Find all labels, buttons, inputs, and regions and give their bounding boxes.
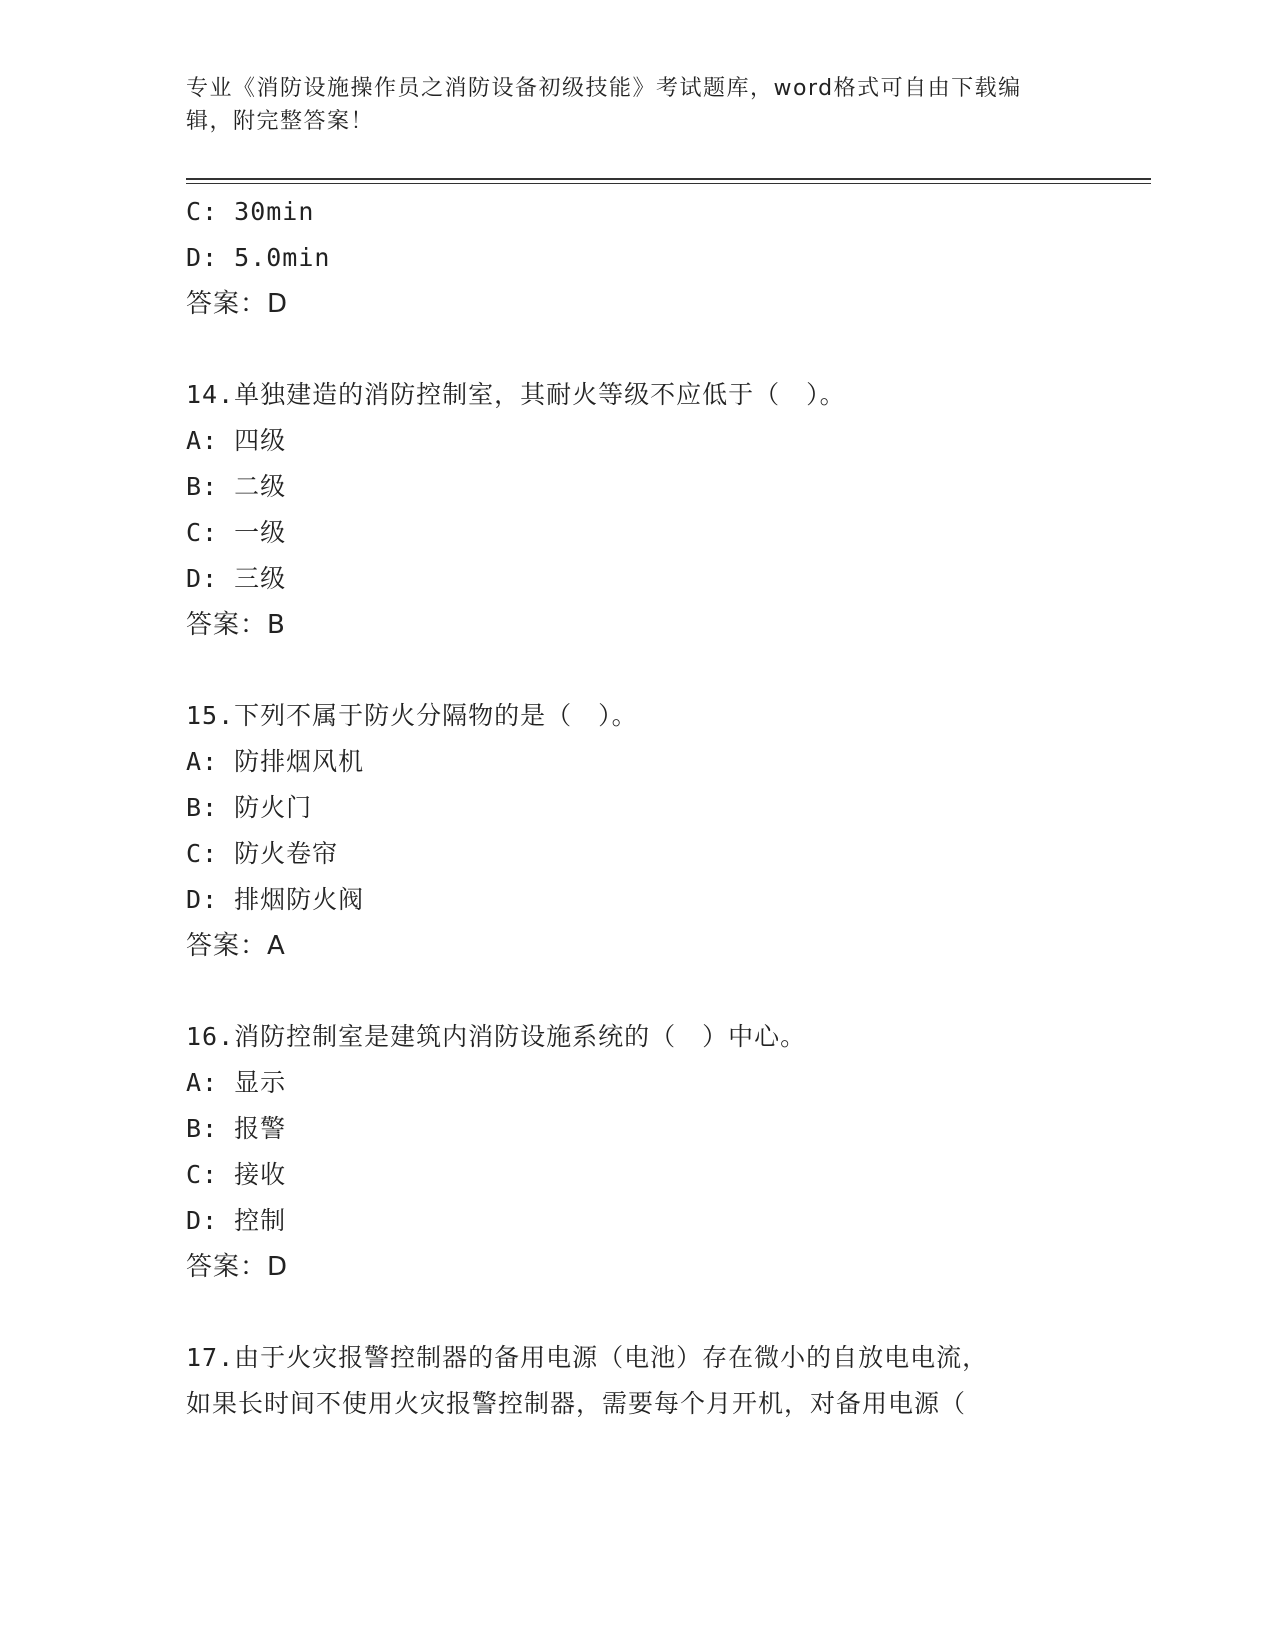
question-14-option-a: A: 四级 — [186, 426, 287, 455]
question-16-option-c: C: 接收 — [186, 1160, 287, 1189]
question-17-stem-line-1: 17.由于火灾报警控制器的备用电源（电池）存在微小的自放电电流， — [186, 1343, 989, 1372]
question-16-option-a: A: 显示 — [186, 1068, 287, 1097]
question-14-option-c: C: 一级 — [186, 518, 287, 547]
question-14-option-d: D: 三级 — [186, 564, 287, 593]
question-15-option-c: C: 防火卷帘 — [186, 839, 339, 868]
question-16-stem: 16.消防控制室是建筑内消防设施系统的（ ）中心。 — [186, 1022, 807, 1051]
question-content — [186, 189, 1086, 1427]
answer-16: 答案：D — [186, 1252, 289, 1282]
answer-14: 答案：B — [186, 610, 286, 640]
question-15-option-a: A: 防排烟风机 — [186, 747, 365, 776]
document-header: 专业《消防设施操作员之消防设备初级技能》考试题库，word格式可自由下载编辑，附完整答案！ — [186, 76, 1022, 134]
question-16-option-b: B: 报警 — [186, 1114, 287, 1143]
header-divider-thick — [186, 178, 1151, 180]
answer-15: 答案：A — [186, 931, 286, 961]
answer-13: 答案：D — [186, 289, 289, 319]
question-15-option-d: D: 排烟防火阀 — [186, 885, 365, 914]
question-14-option-b: B: 二级 — [186, 472, 287, 501]
question-16-option-d: D: 控制 — [186, 1206, 287, 1235]
question-17-stem-line-2: 如果长时间不使用火灾报警控制器，需要每个月开机，对备用电源（ — [186, 1389, 967, 1418]
question-15-stem: 15.下列不属于防火分隔物的是（ ）。 — [186, 701, 638, 730]
option-c: C: 30min — [186, 197, 315, 226]
question-14-stem: 14.单独建造的消防控制室，其耐火等级不应低于（ ）。 — [186, 380, 846, 409]
question-15-option-b: B: 防火门 — [186, 793, 313, 822]
header-divider-thin — [186, 183, 1151, 184]
option-d: D: 5.0min — [186, 243, 331, 272]
